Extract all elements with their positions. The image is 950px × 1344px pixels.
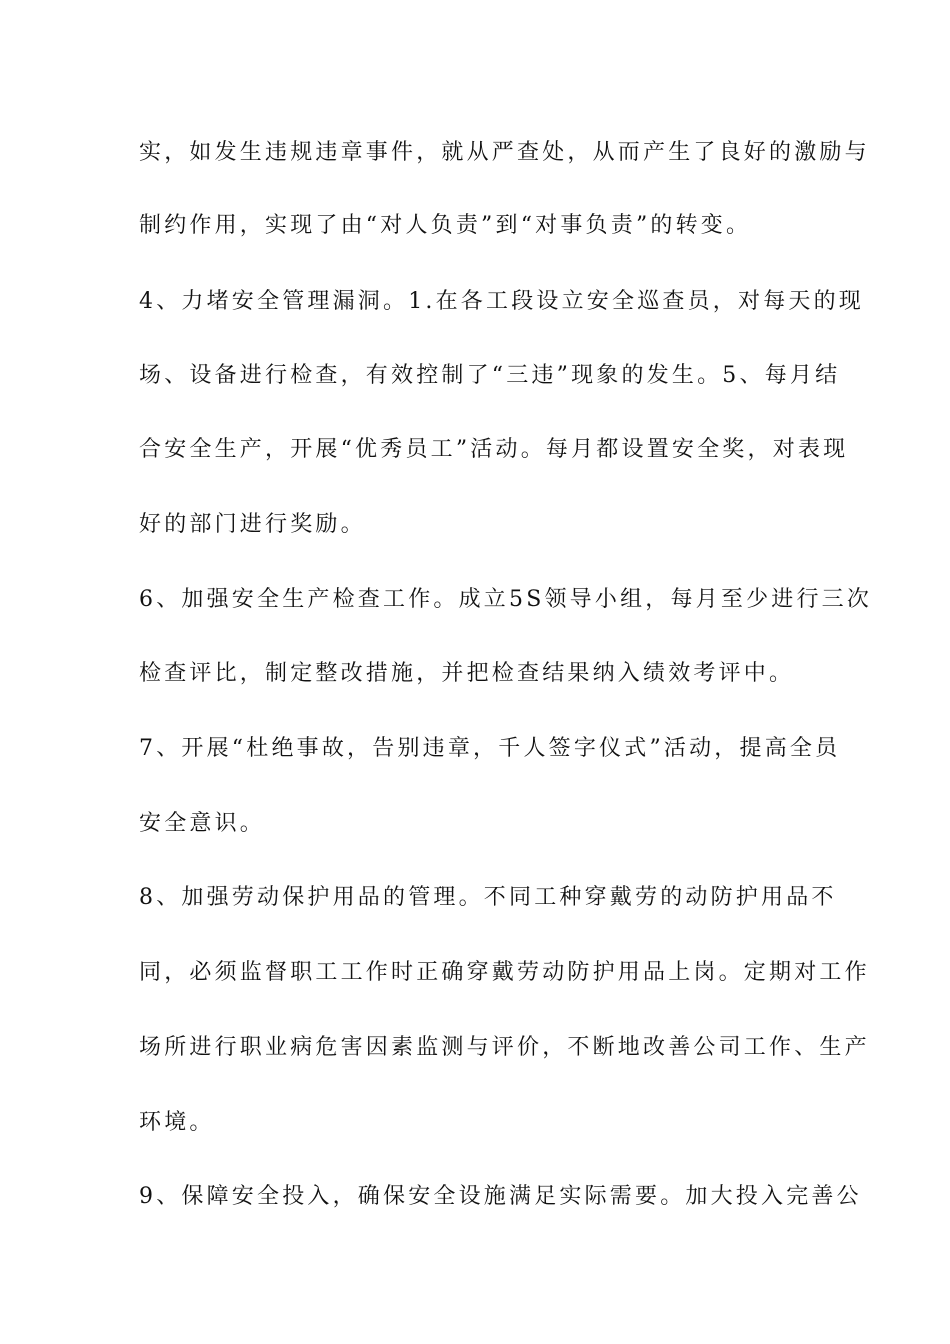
text-line-2: 制约作用，实现了由“对人负责”到“对事负责”的转变。 — [139, 213, 752, 238]
text-line-1: 实，如发生违规违章事件，就从严查处，从而产生了良好的激励与 — [139, 140, 870, 165]
text-line-13: 场所进行职业病危害因素监测与评价，不断地改善公司工作、生产 — [139, 1035, 870, 1060]
text-line-9: 7、开展“杜绝事故，告别违章，千人签字仪式”活动，提高全员 — [139, 736, 841, 761]
text-line-4: 场、设备进行检查，有效控制了“三违”现象的发生。5、每月结 — [139, 363, 841, 388]
text-line-8: 检查评比，制定整改措施，并把检查结果纳入绩效考评中。 — [139, 661, 795, 686]
text-line-3: 4、力堵安全管理漏洞。1.在各工段设立安全巡查员，对每天的现 — [139, 289, 864, 314]
text-line-15: 9、保障安全投入，确保安全设施满足实际需要。加大投入完善公 — [139, 1184, 862, 1209]
text-line-14: 环境。 — [139, 1110, 215, 1135]
text-line-6: 好的部门进行奖励。 — [139, 512, 366, 537]
text-line-10: 安全意识。 — [139, 811, 266, 836]
text-line-7: 6、加强安全生产检查工作。成立5S领导小组，每月至少进行三次 — [139, 587, 873, 612]
text-line-11: 8、加强劳动保护用品的管理。不同工种穿戴劳的动防护用品不 — [139, 885, 837, 910]
text-line-5: 合安全生产，开展“优秀员工”活动。每月都设置安全奖，对表现 — [139, 437, 849, 462]
text-line-12: 同，必须监督职工工作时正确穿戴劳动防护用品上岗。定期对工作 — [139, 960, 870, 985]
